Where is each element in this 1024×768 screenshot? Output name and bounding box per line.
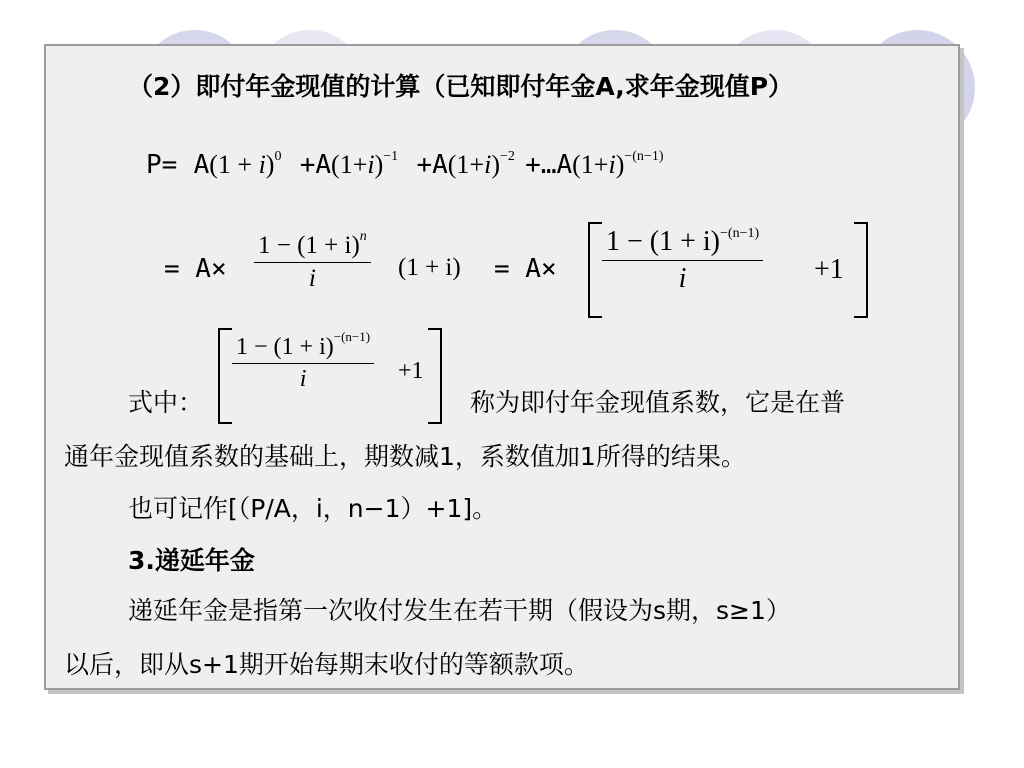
fraction-numerator: 1 − (1 + i) xyxy=(236,334,334,360)
formula-factor: (1 + i) xyxy=(398,254,461,281)
left-bracket xyxy=(218,328,232,424)
paragraph-prefix: 式中： xyxy=(128,388,204,417)
formula-exponent: −2 xyxy=(500,149,515,164)
fraction-numerator: 1 − (1 + i) xyxy=(258,232,360,259)
right-bracket xyxy=(428,328,442,424)
formula-plus-one: +1 xyxy=(398,358,424,384)
formula-lead: P= xyxy=(146,150,178,180)
formula-fraction xyxy=(254,229,371,293)
fraction-denominator: i xyxy=(308,265,316,292)
formula-term-prefix: +A xyxy=(416,150,448,180)
paragraph-text: 递延年金是指第一次收付发生在若干期（假设为s期，s≥1） xyxy=(128,596,791,625)
paragraph-text: 称为即付年金现值系数，它是在普 xyxy=(470,388,846,417)
formula-plus-one: +1 xyxy=(814,254,844,285)
formula-exponent: −(n−1) xyxy=(333,329,371,344)
formula-equals: = A× xyxy=(494,254,557,284)
formula-exponent: −1 xyxy=(383,149,399,164)
formula-term-prefix: A xyxy=(193,150,210,180)
section-title: 3.递延年金 xyxy=(128,546,255,575)
fraction-denominator: i xyxy=(678,263,687,294)
formula-equals: = A× xyxy=(164,254,227,284)
fraction-denominator: i xyxy=(299,366,307,392)
paragraph-text: 以后，即从s+1期开始每期末收付的等额款项。 xyxy=(64,650,589,679)
formula-term-prefix: +…A xyxy=(525,150,573,180)
formula-exponent: 0 xyxy=(274,149,282,164)
paragraph-text: 通年金现值系数的基础上，期数减1，系数值加1所得的结果。 xyxy=(64,442,746,471)
slide-panel xyxy=(44,44,960,690)
fraction-numerator: 1 − (1 + i) xyxy=(606,226,721,257)
formula-exponent: −(n−1) xyxy=(720,226,760,241)
section-heading: （2）即付年金现值的计算（已知即付年金A,求年金现值P） xyxy=(128,72,794,101)
formula-term-prefix: +A xyxy=(299,150,332,180)
formula-fraction xyxy=(602,226,763,295)
paragraph-text: 也可记作[（P/A，i，n−1）+1]。 xyxy=(128,494,498,523)
formula-exponent: −(n−1) xyxy=(624,149,664,164)
formula-exponent: n xyxy=(359,229,367,244)
right-bracket xyxy=(854,222,868,318)
formula-fraction xyxy=(232,329,374,393)
left-bracket xyxy=(588,222,602,318)
formula-expansion: $P= A(1 + i)^0 +A(1+i)^{-1} +A(1+i)^{-2}$ $+\dots A(1+i)^{-(n-1)}$ xyxy=(146,149,664,180)
